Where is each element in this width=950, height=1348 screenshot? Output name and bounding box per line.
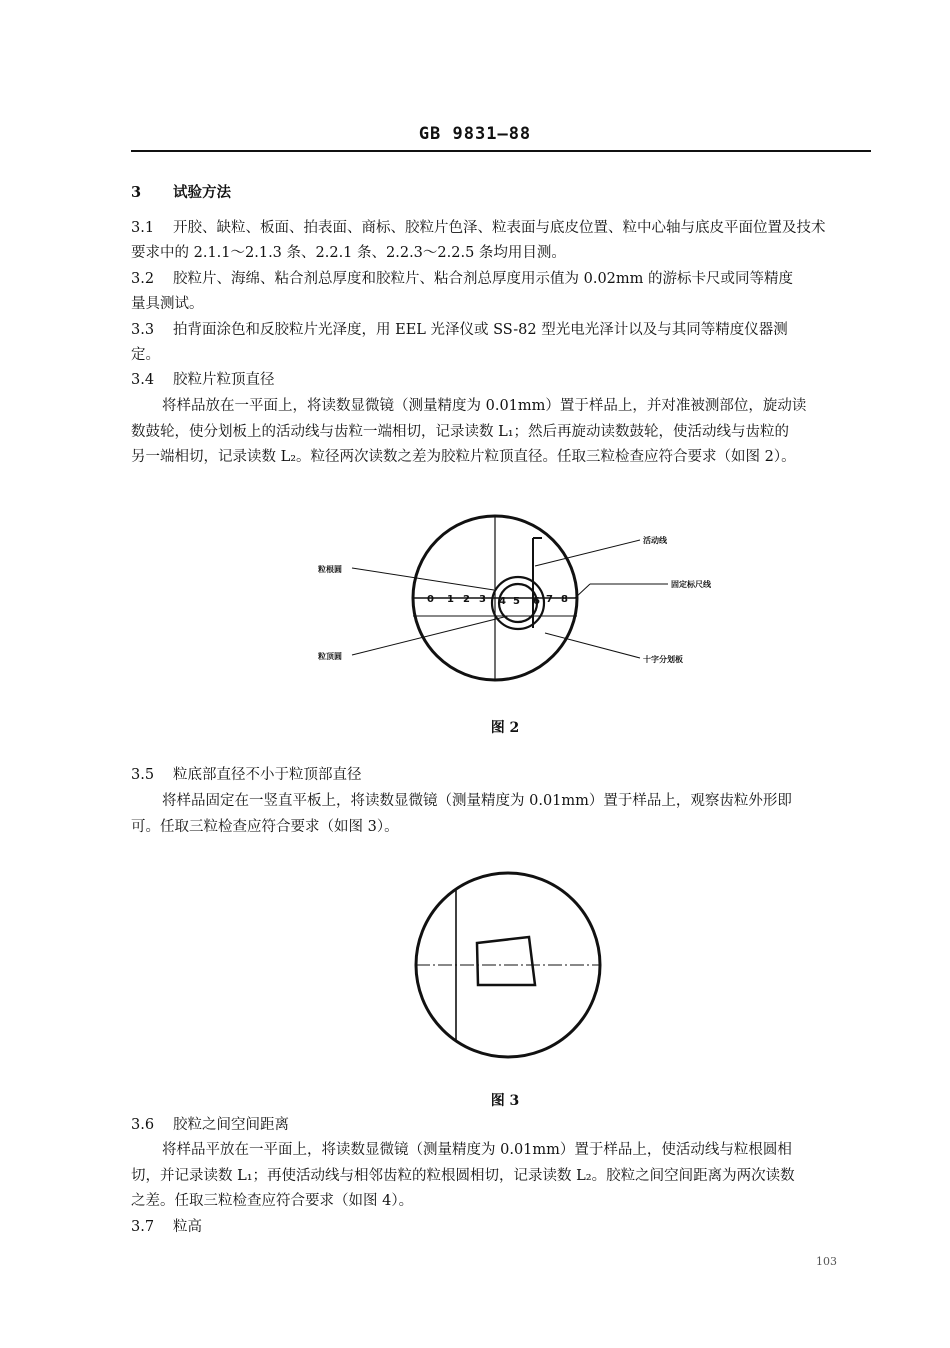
clause-3-3-text-1: 拍背面涂色和反胶粒片光泽度，用 EEL 光泽仪或 SS-82 型光电光泽计以及与其同等精度仪器测 [173,322,788,338]
figure-3-diagram [400,860,620,1070]
section-3-heading [131,183,231,203]
label-root-circle: 粒根圆 [318,565,342,574]
label-crosshair-reticle: 十字分划板 [643,655,683,664]
clause-3-1-text-1: 开胶、缺粒、板面、拍表面、商标、胶粒片色泽、粒表面与底皮位置、粒中心轴与底皮平面位置及技术 [173,220,826,236]
scale-digit: 1 [447,594,454,605]
clause-3-4-number: 3.4 [131,372,155,388]
clause-3-7-heading [131,1217,202,1237]
label-moving-line: 活动线 [643,536,667,545]
clause-3-6-heading [131,1115,289,1135]
label-top-circle: 粒顶圆 [318,652,342,661]
scale-digit: 0 [427,594,434,605]
clause-3-5-title: 粒底部直径不小于粒顶部直径 [173,767,362,783]
clause-3-7-number: 3.7 [131,1219,155,1235]
clause-3-2-number: 3.2 [131,271,155,287]
label-fixed-scale-line: 固定标尺线 [671,580,711,589]
leader-moving-line [535,540,640,566]
clause-3-3-line-1 [131,320,788,340]
leader-root-circle [352,568,494,590]
standard-code-header: GB 9831—88 [418,124,532,144]
clause-3-3-number: 3.3 [131,322,155,338]
tooth-profile-trapezoid [477,937,535,985]
clause-3-1-line-1 [131,218,826,238]
clause-3-4-para-3: 另一端相切，记录读数 L₂。粒径两次读数之差为胶粒片粒顶直径。任取三粒检查应符合要求（如图 2）。 [131,449,796,465]
clause-3-4-title: 胶粒片粒顶直径 [173,372,275,388]
section-3-title: 试验方法 [173,184,231,201]
figure-2-diagram [300,510,740,710]
page-number: 103 [816,1255,837,1268]
clause-3-2-text-1: 胶粒片、海绵、粘合剂总厚度和胶粒片、粘合剂总厚度用示值为 0.02mm 的游标卡尺或同等精度 [173,271,793,287]
section-3-number: 3 [131,184,142,201]
leader-crosshair [545,633,640,658]
clause-3-3-line-2: 定。 [131,347,160,363]
clause-3-6-para-1: 将样品平放在一平面上，将读数显微镜（测量精度为 0.01mm）置于样品上，使活动线与粒根圆相 [162,1142,792,1158]
clause-3-4-heading [131,370,275,390]
figure-2-caption: 图 2 [490,720,520,736]
clause-3-6-number: 3.6 [131,1117,155,1133]
clause-3-5-number: 3.5 [131,767,155,783]
scale-digit: 4 [499,596,506,607]
clause-3-2-line-1 [131,269,793,289]
header-rule [131,150,871,152]
clause-3-2-line-2: 量具测试。 [131,296,204,312]
scale-digit: 6 [533,596,540,607]
scale-digit: 7 [546,594,553,605]
scale-digit: 5 [513,596,520,607]
scale-digit: 8 [561,594,568,605]
scale-digit: 2 [463,594,470,605]
clause-3-5-para-1: 将样品固定在一竖直平板上，将读数显微镜（测量精度为 0.01mm）置于样品上，观察齿粒外形即 [162,793,792,809]
scale-digit: 3 [479,594,486,605]
clause-3-1-line-2: 要求中的 2.1.1～2.1.3 条、2.2.1 条、2.2.3～2.2.5 条均用目测。 [131,245,566,261]
figure-3-caption: 图 3 [490,1093,520,1109]
clause-3-4-para-1: 将样品放在一平面上，将读数显微镜（测量精度为 0.01mm）置于样品上，并对准被测部位，旋动读 [162,398,807,414]
clause-3-4-para-2: 数鼓轮，使分划板上的活动线与齿粒一端相切，记录读数 L₁；然后再旋动读数鼓轮，使活动线与齿粒的 [131,424,790,440]
clause-3-6-para-2: 切，并记录读数 L₁；再使活动线与相邻齿粒的粒根圆相切，记录读数 L₂。胶粒之间空间距离为两次读数 [131,1168,795,1184]
clause-3-5-para-2: 可。任取三粒检查应符合要求（如图 3）。 [131,819,399,835]
clause-3-7-title: 粒高 [173,1219,202,1235]
clause-3-6-para-3: 之差。任取三粒检查应符合要求（如图 4）。 [131,1193,414,1209]
clause-3-1-number: 3.1 [131,220,155,236]
clause-3-5-heading [131,765,362,785]
clause-3-6-title: 胶粒之间空间距离 [173,1117,289,1133]
